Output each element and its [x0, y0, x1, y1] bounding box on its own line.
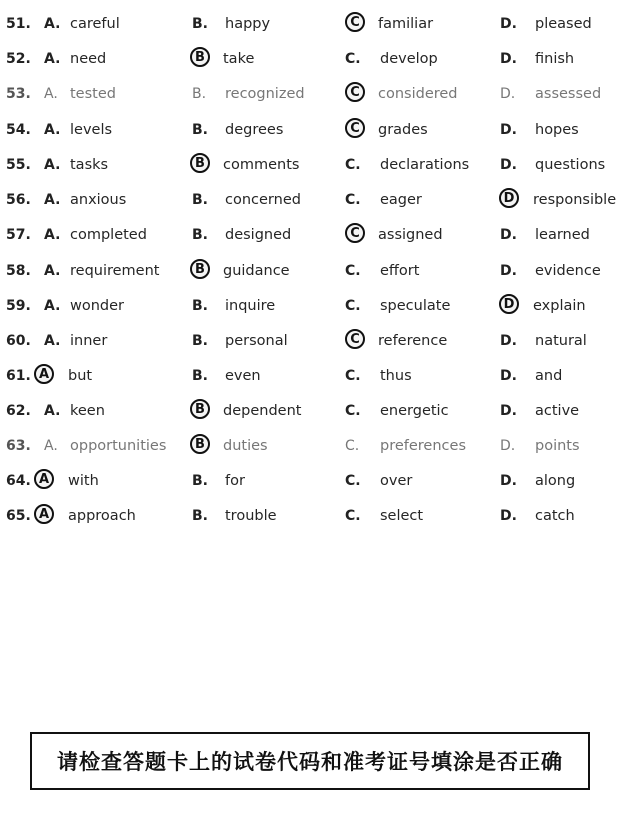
option-letter: D. — [500, 51, 517, 67]
question-row — [0, 12, 620, 38]
option-letter: D. — [500, 227, 517, 243]
option-word: keen — [70, 403, 105, 419]
option-letter: B. — [192, 473, 208, 489]
circled-answer-mark: B — [190, 47, 210, 67]
question-number: 56. — [6, 192, 31, 208]
option-word: points — [535, 438, 580, 454]
option-word: but — [68, 368, 93, 384]
question-number: 59. — [6, 298, 31, 314]
question-number: 60. — [6, 333, 31, 349]
option-word: pleased — [535, 16, 592, 32]
circled-answer-mark: C — [345, 82, 365, 102]
option-word: duties — [223, 438, 268, 454]
option-word: and — [535, 368, 563, 384]
option-letter: A. — [44, 16, 61, 32]
option-letter: C. — [345, 508, 361, 524]
question-number: 57. — [6, 227, 31, 243]
option-word: select — [380, 508, 424, 524]
option-letter: D. — [500, 438, 516, 454]
option-word: comments — [223, 157, 300, 173]
option-word: eager — [380, 192, 422, 208]
option-letter: A. — [44, 157, 61, 173]
question-number: 63. — [6, 438, 31, 454]
question-number: 64. — [6, 473, 31, 489]
circled-answer-mark: C — [345, 12, 365, 32]
option-word: declarations — [380, 157, 470, 173]
question-row — [0, 223, 620, 249]
option-word: energetic — [380, 403, 449, 419]
option-word: tasks — [70, 157, 109, 173]
option-letter: C. — [345, 157, 361, 173]
question-row — [0, 294, 620, 320]
option-word: along — [535, 473, 576, 489]
option-word: active — [535, 403, 580, 419]
circled-answer-mark: C — [345, 223, 365, 243]
option-letter: C. — [345, 403, 361, 419]
option-letter: D. — [500, 157, 517, 173]
option-word: responsible — [533, 192, 617, 208]
notice-text: 请检查答题卡上的试卷代码和准考证号填涂是否正确 — [57, 750, 563, 774]
question-number: 53. — [6, 86, 31, 102]
question-row — [0, 47, 620, 73]
option-letter: A. — [44, 263, 61, 279]
question-row — [0, 399, 620, 425]
option-word: questions — [535, 157, 606, 173]
option-letter: A. — [44, 122, 61, 138]
option-word: wonder — [70, 298, 125, 314]
notice-box — [30, 732, 590, 790]
circled-answer-mark: B — [190, 399, 210, 419]
option-word: natural — [535, 333, 587, 349]
circled-answer-mark: A — [34, 504, 54, 524]
option-letter: C. — [345, 298, 361, 314]
option-letter: A. — [44, 227, 61, 243]
circled-answer-mark: A — [34, 469, 54, 489]
option-word: for — [225, 473, 245, 489]
question-number: 51. — [6, 16, 31, 32]
option-letter: B. — [192, 16, 208, 32]
option-letter: D. — [500, 473, 517, 489]
circled-answer-mark: B — [190, 434, 210, 454]
question-number: 52. — [6, 51, 31, 67]
question-row — [0, 434, 620, 460]
option-word: assessed — [535, 86, 602, 102]
option-word: assigned — [378, 227, 443, 243]
option-word: grades — [378, 122, 428, 138]
option-word: develop — [380, 51, 438, 67]
question-row — [0, 364, 620, 390]
question-row — [0, 118, 620, 144]
option-word: completed — [70, 227, 147, 243]
option-word: even — [225, 368, 261, 384]
option-word: careful — [70, 16, 120, 32]
option-letter: A. — [44, 438, 58, 454]
option-letter: D. — [500, 333, 517, 349]
option-word: preferences — [380, 438, 466, 454]
question-number: 65. — [6, 508, 31, 524]
option-letter: D. — [500, 508, 517, 524]
circled-answer-mark: B — [190, 259, 210, 279]
option-letter: A. — [44, 51, 61, 67]
option-word: approach — [68, 508, 136, 524]
option-word: effort — [380, 263, 420, 279]
option-letter: A. — [44, 86, 58, 102]
circled-answer-mark: D — [499, 188, 519, 208]
option-word: tested — [70, 86, 116, 102]
option-word: inquire — [225, 298, 276, 314]
question-row — [0, 259, 620, 285]
option-letter: D. — [500, 122, 517, 138]
option-word: reference — [378, 333, 448, 349]
question-number: 55. — [6, 157, 31, 173]
option-letter: B. — [192, 227, 208, 243]
option-word: trouble — [225, 508, 277, 524]
option-word: learned — [535, 227, 590, 243]
option-letter: C. — [345, 192, 361, 208]
option-letter: B. — [192, 333, 208, 349]
option-word: designed — [225, 227, 292, 243]
option-letter: D. — [500, 86, 516, 102]
option-letter: C. — [345, 438, 360, 454]
option-letter: D. — [500, 403, 517, 419]
option-letter: A. — [44, 192, 61, 208]
option-letter: D. — [500, 263, 517, 279]
circled-answer-mark: B — [190, 153, 210, 173]
question-row — [0, 504, 620, 530]
option-word: requirement — [70, 263, 160, 279]
option-word: explain — [533, 298, 586, 314]
option-letter: C. — [345, 51, 361, 67]
option-word: concerned — [225, 192, 301, 208]
option-letter: D. — [500, 16, 517, 32]
circled-answer-mark: C — [345, 329, 365, 349]
question-row — [0, 188, 620, 214]
option-word: over — [380, 473, 413, 489]
option-letter: A. — [44, 298, 61, 314]
option-word: with — [68, 473, 99, 489]
option-letter: B. — [192, 298, 208, 314]
option-word: evidence — [535, 263, 601, 279]
circled-answer-mark: A — [34, 364, 54, 384]
question-row — [0, 153, 620, 179]
question-number: 54. — [6, 122, 31, 138]
option-word: speculate — [380, 298, 451, 314]
option-word: thus — [380, 368, 412, 384]
option-word: dependent — [223, 403, 302, 419]
question-number: 58. — [6, 263, 31, 279]
option-letter: C. — [345, 473, 361, 489]
option-word: opportunities — [70, 438, 167, 454]
option-word: inner — [70, 333, 108, 349]
option-word: anxious — [70, 192, 127, 208]
option-word: hopes — [535, 122, 579, 138]
option-letter: B. — [192, 122, 208, 138]
option-word: guidance — [223, 263, 290, 279]
option-word: take — [223, 51, 255, 67]
option-word: recognized — [225, 86, 305, 102]
question-row — [0, 469, 620, 495]
option-letter: B. — [192, 86, 207, 102]
option-letter: B. — [192, 368, 208, 384]
option-word: catch — [535, 508, 575, 524]
option-word: need — [70, 51, 107, 67]
question-number: 62. — [6, 403, 31, 419]
option-word: considered — [378, 86, 458, 102]
option-letter: B. — [192, 192, 208, 208]
option-letter: C. — [345, 368, 361, 384]
option-letter: A. — [44, 403, 61, 419]
circled-answer-mark: D — [499, 294, 519, 314]
option-word: finish — [535, 51, 575, 67]
option-word: levels — [70, 122, 113, 138]
option-letter: A. — [44, 333, 61, 349]
option-letter: B. — [192, 508, 208, 524]
question-number: 61. — [6, 368, 31, 384]
option-word: happy — [225, 16, 271, 32]
option-word: personal — [225, 333, 288, 349]
option-word: familiar — [378, 16, 434, 32]
option-letter: D. — [500, 368, 517, 384]
question-row — [0, 82, 620, 108]
question-row — [0, 329, 620, 355]
circled-answer-mark: C — [345, 118, 365, 138]
option-letter: C. — [345, 263, 361, 279]
option-word: degrees — [225, 122, 284, 138]
